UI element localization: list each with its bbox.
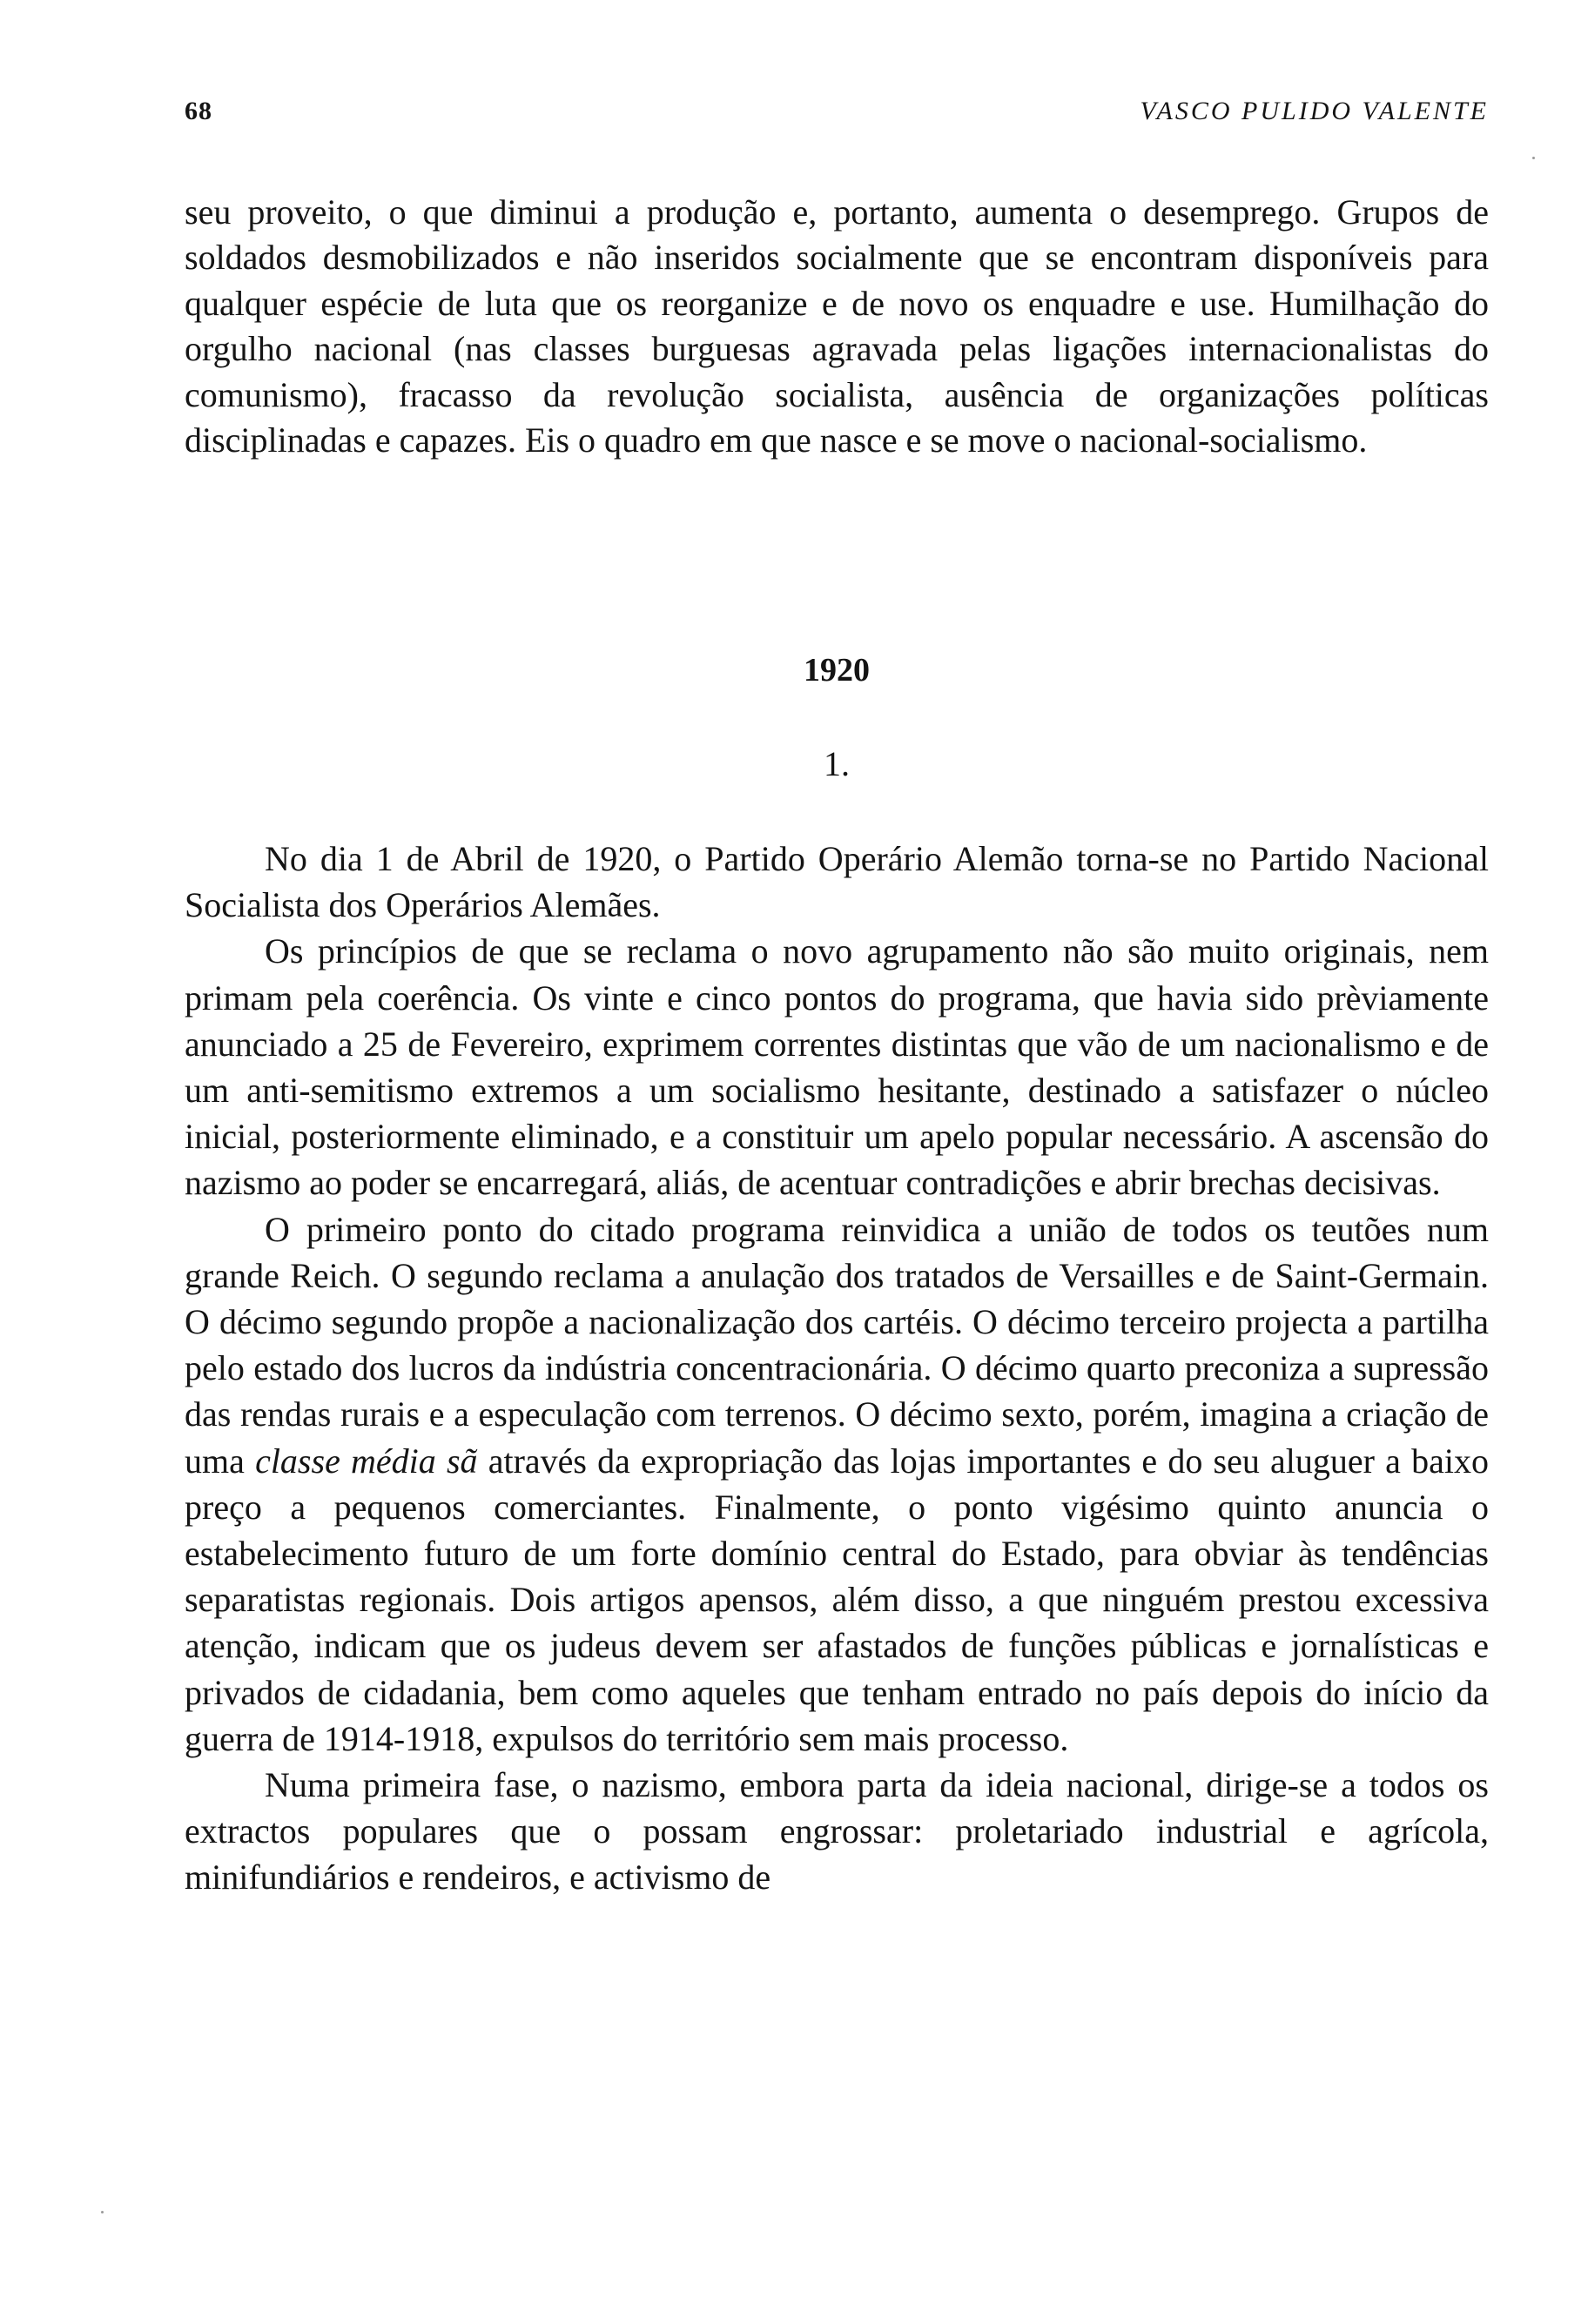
continued-paragraph: seu proveito, o que diminui a produção e, portanto, aumenta o desemprego. Grupos de soldados desmobilizados e não inseridos socialmente que se encontram disponíveis para qualquer espécie de luta que os reorganize e de novo os enquadre e use. Humilhação do orgulho nacional (nas classes burguesas agravada pelas ligações internacionalistas do comunismo), fracasso da revolução socialista, ausência de organizações políticas disciplinadas e capazes. Eis o quadro em que nasce e se move o nacional-socialismo. (185, 192, 1489, 460)
paragraph-1: No dia 1 de Abril de 1920, o Partido Operário Alemão torna-se no Partido Nacional Socialista dos Operários Alemães. (185, 839, 1489, 925)
section-body (185, 836, 1489, 1901)
running-head (185, 94, 1489, 138)
paragraph-3 (185, 1206, 1489, 1762)
continued-paragraph-block (185, 190, 1489, 463)
paragraph-3-text-b: através da expropriação das lojas importantes e do seu aluguer a baixo preço a pequenos comerciantes. Finalmente, o ponto vigésimo quinto anuncia o estabelecimento futuro de um forte domínio central do Estado, para obviar às tendências separatistas regionais. Dois artigos apensos, além disso, a que ninguém prestou excessiva atenção, indicam que os judeus devem ser afastados de funções públicas e jornalísticas e privados de cidadania, bem como aqueles que tenham entrado no país depois do início da guerra de 1914-1918, expulsos do território sem mais processo. (185, 1441, 1489, 1758)
paragraph-3-italic-phrase: classe média sã (255, 1441, 478, 1481)
running-title: VASCO PULIDO VALENTE (1140, 97, 1489, 125)
section-number-heading: 1. (824, 744, 850, 783)
paragraph-2: Os princípios de que se reclama o novo agrupamento não são muito originais, nem primam pela coerência. Os vinte e cinco pontos do programa, que havia sido prèviamente anunciado a 25 de Fevereiro, exprimem correntes distintas que vão de um nacionalismo e de um anti-semitismo extremos a um socialismo hesitante, destinado a satisfazer o núcleo inicial, posteriormente eliminado, e a constituir um apelo popular necessário. A ascensão do nazismo ao poder se encarregará, aliás, de acentuar contradições e abrir brechas decisivas. (185, 931, 1489, 1203)
section-year-heading: 1920 (804, 652, 870, 688)
scan-speck (101, 2211, 104, 2213)
paragraph-3-text-a: O primeiro ponto do citado programa reinvidica a união de todos os teutões num grande Reich. O segundo reclama a anulação dos tratados de Versailles e de Saint-Germain. O décimo segundo propõe a nacionalização dos cartéis. O décimo terceiro projecta a partilha pelo estado dos lucros da indústria concentracionária. O décimo quarto preconiza a supressão das rendas rurais e a especulação com terrenos. O décimo sexto, porém, imagina a criação de uma (185, 1209, 1489, 1481)
paragraph-4: Numa primeira fase, o nazismo, embora parta da ideia nacional, dirige-se a todos os extractos populares que o possam engrossar: proletariado industrial e agrícola, minifundiários e rendeiros, e activismo de (185, 1765, 1489, 1897)
scan-speck (1532, 157, 1535, 159)
page-number: 68 (185, 97, 212, 125)
